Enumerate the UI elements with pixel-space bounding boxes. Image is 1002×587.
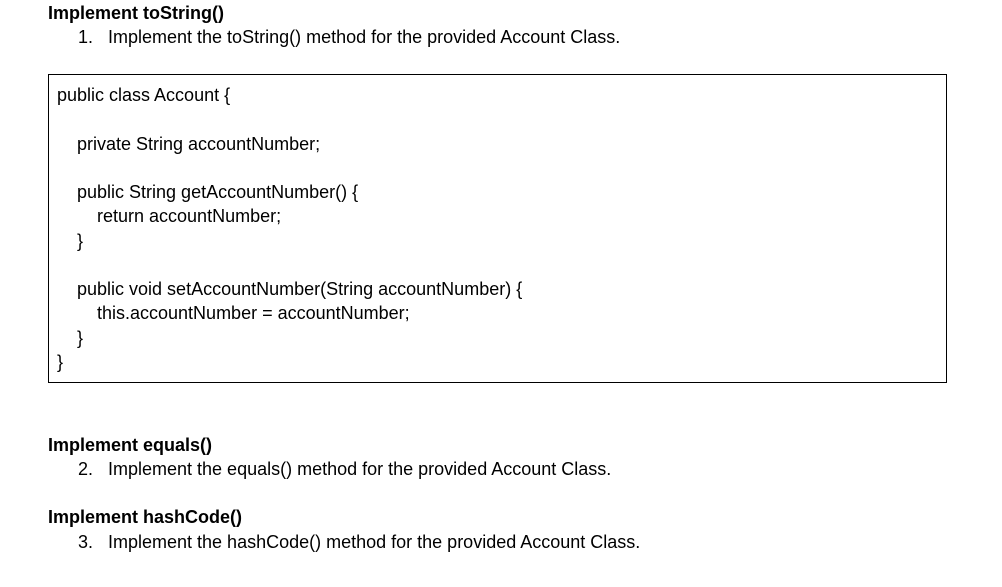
instruction-item-2 — [78, 458, 611, 480]
instruction-text: Implement the toString() method for the provided Account Class. — [108, 27, 621, 47]
code-line-class-close: } — [57, 352, 64, 372]
code-line-getter-close: } — [77, 231, 84, 251]
code-line-setter-decl: public void setAccountNumber(String accountNumber) { — [77, 279, 523, 299]
section-heading-equals: Implement equals() — [48, 435, 213, 455]
list-number: 2. — [78, 459, 94, 479]
section-heading-hashcode: Implement hashCode() — [48, 507, 243, 527]
code-block — [48, 74, 947, 383]
code-line-getter-decl: public String getAccountNumber() { — [77, 182, 359, 202]
code-line-getter-return: return accountNumber; — [97, 206, 282, 226]
code-line-class-decl: public class Account { — [57, 85, 231, 105]
instruction-item-1 — [78, 26, 620, 48]
code-line-setter-body: this.accountNumber = accountNumber; — [97, 303, 410, 323]
code-line-field: private String accountNumber; — [77, 134, 321, 154]
list-number: 3. — [78, 532, 94, 552]
instruction-text: Implement the equals() method for the provided Account Class. — [108, 459, 612, 479]
instruction-text: Implement the hashCode() method for the provided Account Class. — [108, 532, 641, 552]
list-number: 1. — [78, 27, 94, 47]
instruction-item-3 — [78, 531, 640, 553]
section-heading-tostring: Implement toString() — [48, 3, 224, 23]
code-line-setter-close: } — [77, 328, 84, 348]
